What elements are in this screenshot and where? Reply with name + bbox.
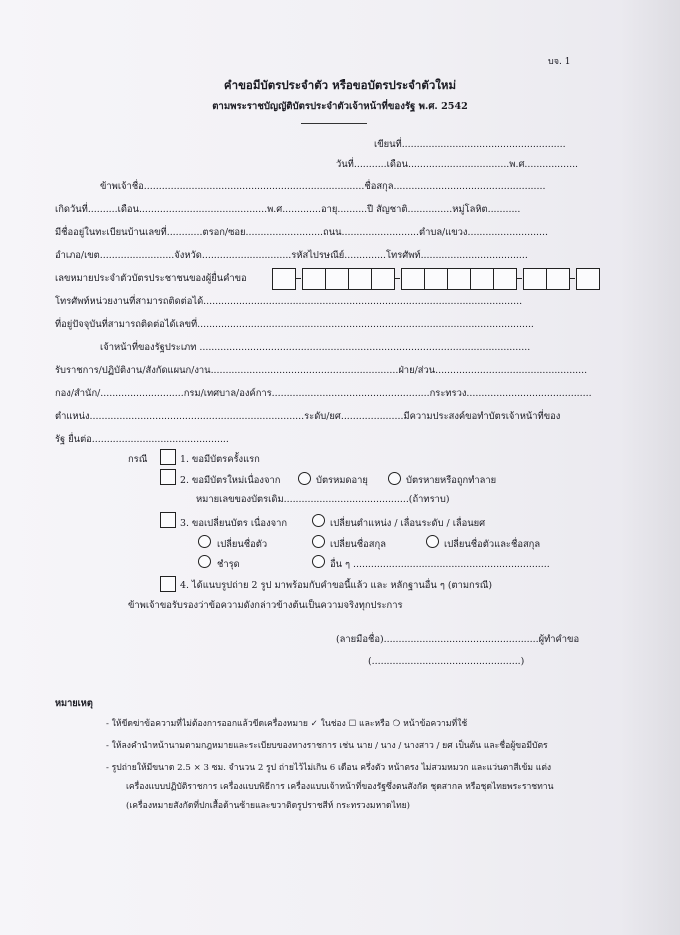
old-card-number-field[interactable]: หมายเลขของบัตรเดิม..........................................(ถ้าทราบ) (196, 494, 450, 505)
note-item: - รูปถ่ายให้มีขนาด 2.5 × 3 ซม. จำนวน 2 รูป ถ่ายไว้ไม่เกิน 6 เดือน ครึ่งตัว หน้าตรง ไม่สวมหมวก และแว่นตาสีเข้ม แต่ง (106, 763, 552, 773)
damaged-radio[interactable] (198, 555, 211, 568)
option1-label: 1. ขอมีบัตรครั้งแรก (180, 454, 260, 465)
both-change-radio[interactable] (426, 535, 439, 548)
id-digit-box[interactable] (523, 268, 547, 290)
form-subtitle: ตามพระราชบัญญัติบัตรประจำตัวเจ้าหน้าที่ของรัฐ พ.ศ. 2542 (212, 101, 468, 112)
id-number-label: เลขหมายประจำตัวบัตรประชาชนของผู้ยื่นคำขอ (55, 273, 247, 284)
written-at-field[interactable]: เขียนที่....................................................... (374, 139, 566, 150)
signature-name-field[interactable]: (..................................................) (368, 656, 525, 667)
other-radio[interactable] (312, 555, 325, 568)
certify-statement: ข้าพเจ้าขอรับรองว่าข้อความดังกล่าวข้างต้นเป็นความจริงทุกประการ (128, 600, 403, 611)
option3-label: 3. ขอเปลี่ยนบัตร เนื่องจาก (180, 518, 288, 529)
both-change-label: เปลี่ยนชื่อตัวและชื่อสกุล (444, 539, 541, 550)
birth-info-field[interactable]: เกิดวันที่..........เดือน...........................................พ.ศ.............อายุ..........ปี สัญชาติ...............หมู่โลหิต........... (55, 204, 521, 215)
position-change-radio[interactable] (312, 514, 325, 527)
id-number-boxes[interactable] (0, 268, 680, 290)
option3-checkbox[interactable] (160, 512, 176, 528)
id-separator (296, 278, 301, 279)
id-separator (517, 278, 522, 279)
district-field[interactable]: อำเภอ/เขต.........................จังหวัด..............................รหัสไปรษณีย์..............โทรศัพท์.................................... (55, 250, 528, 261)
id-digit-box[interactable] (302, 268, 326, 290)
id-digit-box[interactable] (272, 268, 296, 290)
lost-label: บัตรหายหรือถูกทำลาย (406, 475, 497, 486)
id-digit-box[interactable] (325, 268, 349, 290)
id-digit-box[interactable] (546, 268, 570, 290)
id-separator (570, 278, 575, 279)
surname-change-label: เปลี่ยนชื่อสกุล (330, 539, 386, 550)
note-item-continued: เครื่องแบบปฏิบัติราชการ เครื่องแบบพิธีการ เครื่องแบบเจ้าหน้าที่ของรัฐซึ่งตนสังกัด ชุดสากล หรือชุดไทยพระราชทาน (126, 782, 554, 792)
case-label: กรณี (128, 454, 148, 465)
position-field[interactable]: ตำแหน่ง........................................................................ระดับ/ยศ.....................มีความประสงค์ขอทำบัตรเจ้าหน้าที่ของ (55, 411, 561, 422)
position-change-label: เปลี่ยนตำแหน่ง / เลื่อนระดับ / เลื่อนยศ (330, 518, 486, 529)
id-digit-box[interactable] (424, 268, 448, 290)
other-field[interactable]: อื่น ๆ .................................................................. (330, 559, 550, 570)
form-code: บจ. 1 (548, 57, 571, 67)
note-item: - ให้ลงคำนำหน้านามตามกฎหมายและระเบียบของทางราชการ เช่น นาย / นาง / นางสาว / ยศ เป็นต้น และชื่อผู้ขอมีบัตร (106, 741, 548, 751)
notes-title: หมายเหตุ (55, 698, 93, 709)
id-digit-box[interactable] (447, 268, 471, 290)
name-change-label: เปลี่ยนชื่อตัว (217, 539, 268, 550)
option2-checkbox[interactable] (160, 469, 176, 485)
name-change-radio[interactable] (198, 535, 211, 548)
option4-checkbox[interactable] (160, 576, 176, 592)
expired-radio[interactable] (298, 472, 311, 485)
id-digit-box[interactable] (348, 268, 372, 290)
lost-radio[interactable] (388, 472, 401, 485)
note-item-continued: (เครื่องหมายสังกัดที่ปกเสื้อด้านซ้ายและขวาติดรูปราชสีห์ กระทรวงมหาดไทย) (126, 801, 411, 811)
current-address-field[interactable]: ที่อยู่ปัจจุบันที่สามารถติดต่อได้เลขที่................................................................................................................. (55, 319, 534, 330)
option2-label: 2. ขอมีบัตรใหม่เนื่องจาก (180, 475, 281, 486)
id-digit-box[interactable] (576, 268, 600, 290)
note-item: - ให้ขีดฆ่าข้อความที่ไม่ต้องการออกแล้วขีดเครื่องหมาย ✓ ในช่อง ☐ และหรือ ❍ หน้าข้อความที่ใช้ (106, 719, 468, 729)
address-field[interactable]: มีชื่ออยู่ในทะเบียนบ้านเลขที่............ตรอก/ซอย..........................ถนน..........................ตำบล/แขวง........................... (55, 227, 548, 238)
division-field[interactable]: กอง/สำนัก/............................กรม/เทศบาล/องค์การ.....................................................กระทรวง.......................................... (55, 388, 592, 399)
id-digit-box[interactable] (401, 268, 425, 290)
option1-checkbox[interactable] (160, 449, 176, 465)
service-unit-field[interactable]: รับราชการ/ปฏิบัติงาน/สังกัดแผนก/งาน...............................................................ฝ่าย/ส่วน................................................... (55, 365, 588, 376)
option4-label: 4. ได้แนบรูปถ่าย 2 รูป มาพร้อมกับคำขอนี้แล้ว และ หลักฐานอื่น ๆ (ตามกรณี) (180, 580, 493, 591)
officer-type-field[interactable]: เจ้าหน้าที่ของรัฐประเภท ............................................................................................................... (100, 342, 531, 353)
signature-field[interactable]: (ลายมือชื่อ)....................................................ผู้ทำคำขอ (336, 634, 580, 645)
surname-change-radio[interactable] (312, 535, 325, 548)
title-underline (301, 123, 367, 124)
work-phone-field[interactable]: โทรศัพท์หน่วยงานที่สามารถติดต่อได้........................................................................................................... (55, 296, 523, 307)
damaged-label: ชำรุด (217, 559, 240, 570)
submit-to-field[interactable]: รัฐ ยื่นต่อ.............................................. (55, 434, 229, 445)
id-digit-box[interactable] (470, 268, 494, 290)
expired-label: บัตรหมดอายุ (316, 475, 368, 486)
applicant-name-field[interactable]: ข้าพเจ้าชื่อ..........................................................................ชื่อสกุล................................................... (100, 181, 546, 192)
date-field[interactable]: วันที่...........เดือน..................................พ.ศ.................. (336, 159, 579, 170)
id-separator (395, 278, 400, 279)
id-digit-box[interactable] (371, 268, 395, 290)
id-digit-box[interactable] (493, 268, 517, 290)
form-title: คำขอมีบัตรประจำตัว หรือขอบัตรประจำตัวใหม่ (223, 78, 457, 92)
